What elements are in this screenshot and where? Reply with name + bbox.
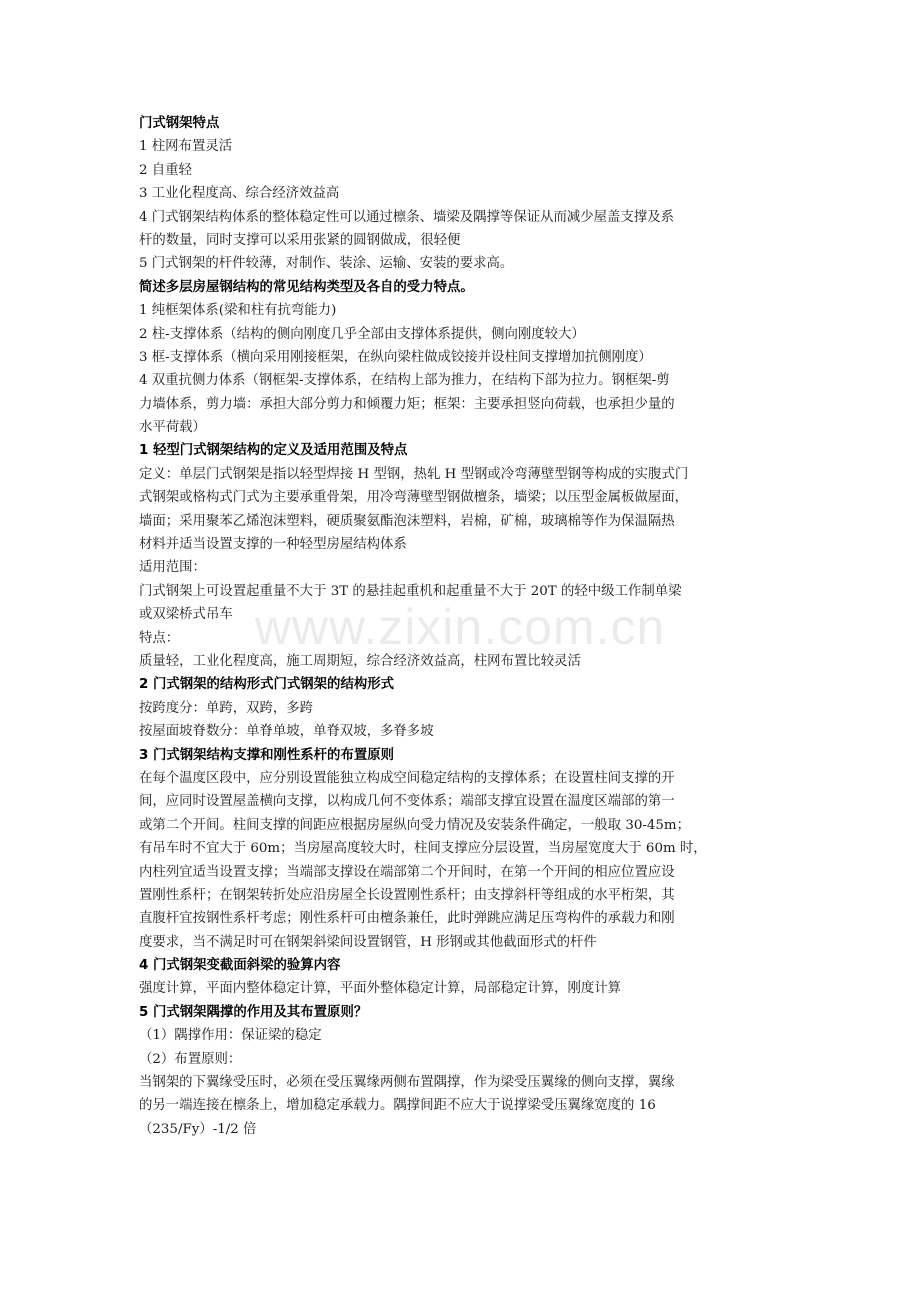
text-line: 4 门式钢架结构体系的整体稳定性可以通过檩条、墙梁及隅撑等保证从而减少屋盖支撑及系 [139, 209, 675, 225]
text-line: 直腹杆宜按钢性系杆考虑；刚性系杆可由檀条兼任，此时弹跳应满足压弯构件的承载力和刚 [139, 911, 675, 927]
text-line: 适用范围： [139, 560, 206, 576]
section-heading: 门式钢架特点 [139, 116, 220, 131]
section-heading: 简述多层房屋钢结构的常见结构类型及各自的受力特点。 [139, 279, 474, 295]
text-line: （235/Fy）-1/2 倍 [139, 1121, 257, 1137]
text-line: 1 纯框架体系(梁和柱有抗弯能力) [139, 303, 337, 319]
section-heading: 1 轻型门式钢架结构的定义及适用范围及特点 [139, 443, 408, 459]
text-line: 4 双重抗侧力体系（钢框架-支撑体系，在结构上部为推力，在结构下部为拉力。钢框架-剪 [139, 373, 670, 389]
text-line: （1）隅撑作用：保证梁的稳定 [139, 1028, 322, 1044]
text-line: 3 工业化程度高、综合经济效益高 [139, 186, 340, 202]
text-line: 置刚性系杆；在钢架转折处应沿房屋全长设置刚性系杆；由支撑斜杆等组成的水平桁架，其 [139, 887, 675, 903]
document-body [139, 112, 782, 1141]
text-line: 按跨度分：单跨，双跨，多跨 [139, 700, 314, 716]
section-heading: 5 门式钢架隅撑的作用及其布置原则？ [139, 1004, 368, 1020]
section-heading: 2 门式钢架的结构形式门式钢架的结构形式 [139, 677, 395, 693]
text-line: 度要求，当不满足时可在钢架斜梁间设置钢管，H 形钢或其他截面形式的杆件 [139, 934, 597, 950]
text-line: 门式钢架上可设置起重量不大于 3T 的悬挂起重机和起重量不大于 20T 的轻中级工作制单梁 [139, 583, 682, 599]
text-line: 内柱列宜适当设置支撑；当端部支撑设在端部第二个开间时，在第一个开间的相应位置应设 [139, 864, 675, 880]
text-line: 的另一端连接在檩条上，增加稳定承载力。隅撑间距不应大于说撑梁受压翼缘宽度的 16 [139, 1098, 656, 1114]
text-line: 或双梁桥式吊车 [139, 607, 233, 623]
text-line: 或第二个开间。柱间支撑的间距应根据房屋纵向受力情况及安装条件确定，一般取 30-45m； [139, 817, 691, 833]
text-line: 定义：单层门式钢架是指以轻型焊接 H 型钢，热轧 H 型钢或冷弯薄壁型钢等构成的实腹式门 [139, 466, 689, 482]
text-line: 在每个温度区段中，应分别设置能独立构成空间稳定结构的支撑体系；在设置柱间支撑的开 [139, 770, 675, 786]
text-line: 3 框-支撑体系（横向采用刚接框架，在纵向梁柱做成铰接并设柱间支撑增加抗侧刚度） [139, 349, 652, 365]
text-line: 力墙体系，剪力墙：承担大部分剪力和倾覆力矩；框架：主要承担竖向荷载，也承担少量的 [139, 396, 675, 412]
text-line: 按屋面坡脊数分：单脊单坡，单脊双坡，多脊多坡 [139, 724, 434, 740]
watermark: www.zixin.com.cn [254, 599, 666, 655]
text-line: 材料并适当设置支撑的一种轻型房屋结构体系 [139, 537, 407, 553]
text-line: 墙面；采用聚苯乙烯泡沫塑料，硬质聚氨酯泡沫塑料，岩棉，矿棉，玻璃棉等作为保温隔热 [139, 513, 675, 529]
text-line: 1 柱网布置灵活 [139, 139, 233, 155]
text-line: 质量轻，工业化程度高，施工周期短，综合经济效益高，柱网布置比较灵活 [139, 653, 581, 669]
text-line: 当钢架的下翼缘受压时，必须在受压翼缘两侧布置隅撑，作为梁受压翼缘的侧向支撑，翼缘 [139, 1075, 675, 1091]
text-line: （2）布置原则： [139, 1051, 242, 1067]
text-line: 式钢架或格构式门式为主要承重骨架，用冷弯薄壁型钢做檀条，墙梁；以压型金属板做屋面， [139, 490, 689, 506]
text-line: 有吊车时不宜大于 60m；当房屋高度较大时，柱间支撑应分层设置，当房屋宽度大于 60m 时， [139, 841, 707, 857]
text-line: 间，应同时设置屋盖横向支撑，以构成几何不变体系；端部支撑宜设置在温度区端部的第一 [139, 794, 675, 810]
section-heading: 4 门式钢架变截面斜梁的验算内容 [139, 958, 341, 974]
text-line: 水平荷载） [139, 420, 206, 436]
text-line: 特点： [139, 630, 180, 646]
text-line: 杆的数量，同时支撑可以采用张紧的圆钢做成，很轻便 [139, 232, 461, 248]
text-line: 强度计算，平面内整体稳定计算，平面外整体稳定计算，局部稳定计算，刚度计算 [139, 981, 622, 997]
section-heading: 3 门式钢架结构支撑和刚性系杆的布置原则 [139, 747, 395, 763]
text-line: 2 柱-支撑体系（结构的侧向刚度几乎全部由支撑体系提供，侧向刚度较大） [139, 326, 585, 342]
text-line: 2 自重轻 [139, 162, 192, 178]
text-line: 5 门式钢架的杆件较薄，对制作、装涂、运输、安装的要求高。 [139, 256, 514, 272]
